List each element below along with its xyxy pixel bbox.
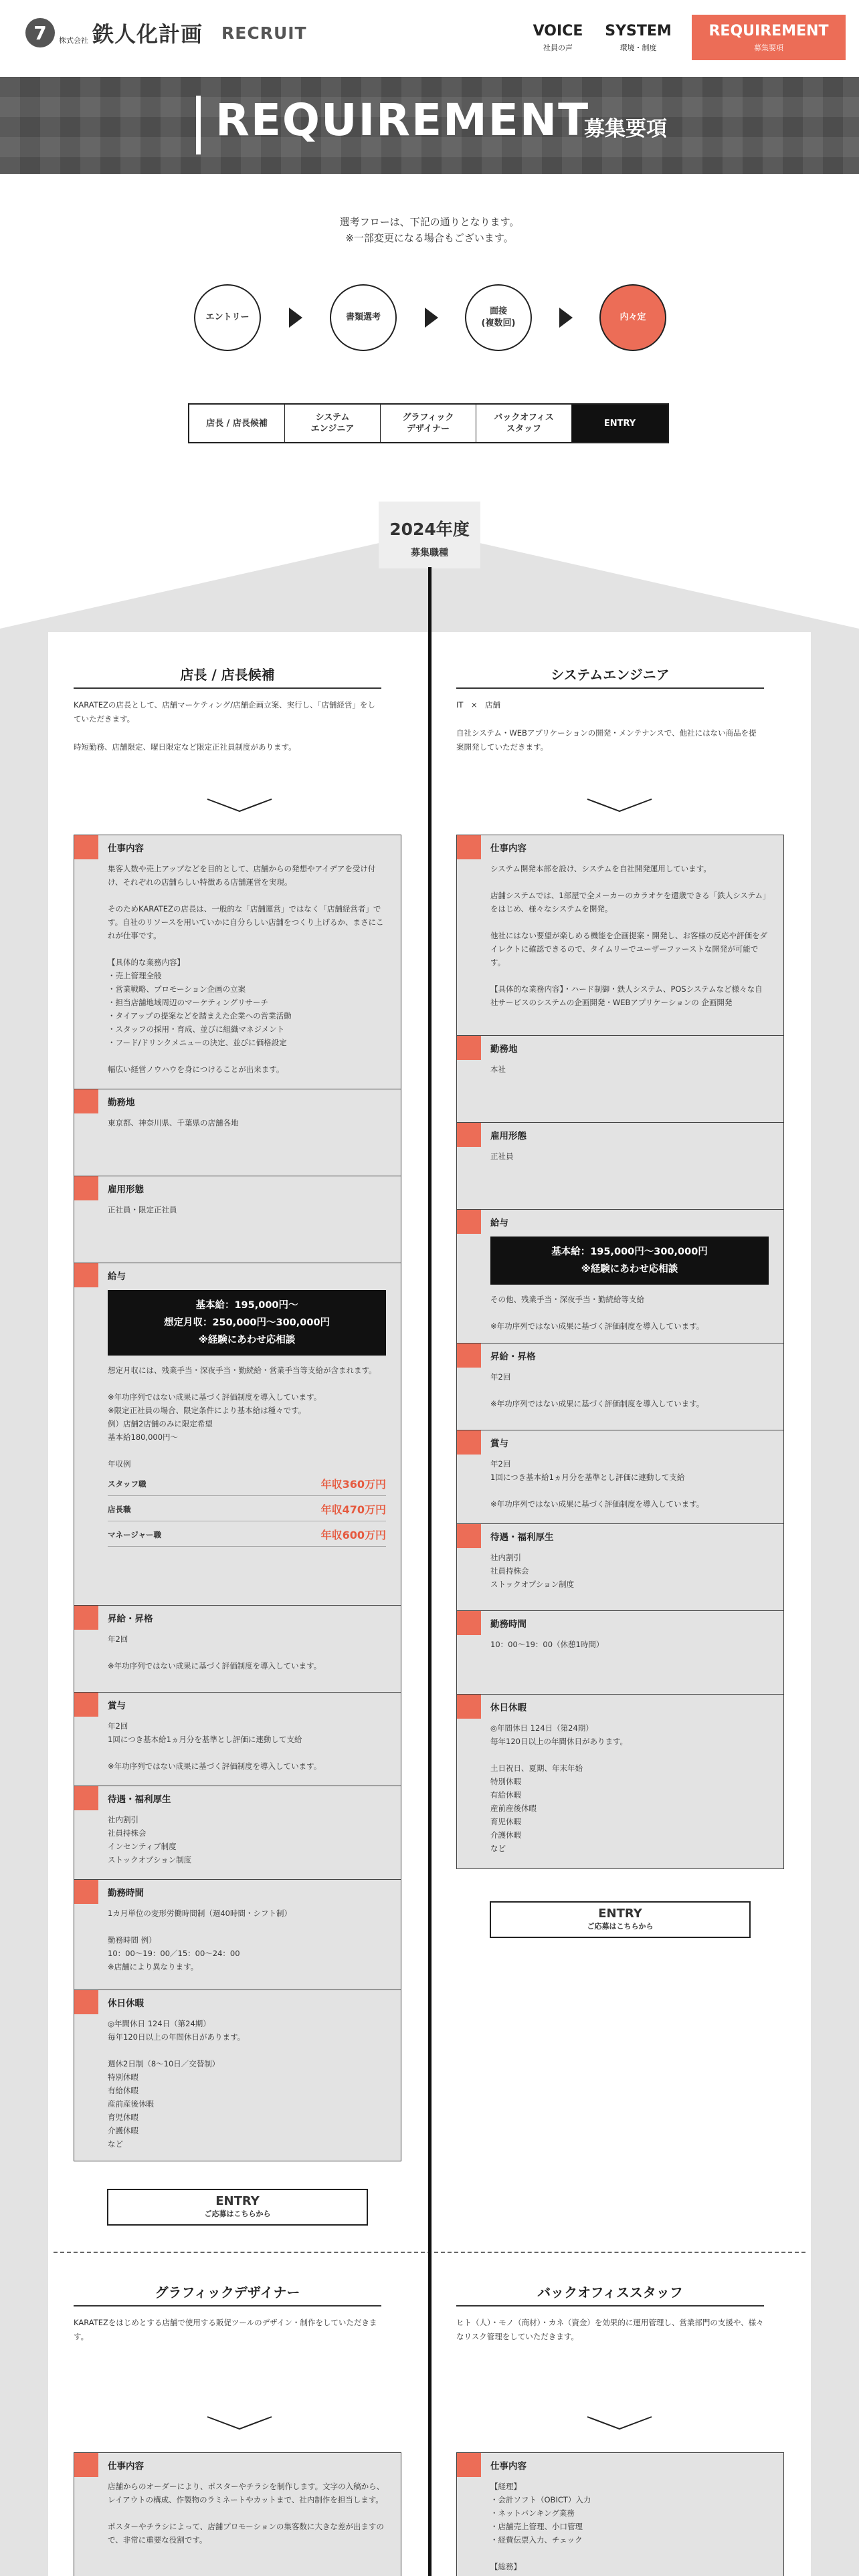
section-marker (457, 1210, 481, 1234)
logo-mark-icon: 7 (25, 18, 55, 47)
section-work (74, 835, 401, 1089)
job-system-engineer-details (456, 835, 784, 1869)
section-hours (457, 1611, 783, 1695)
section-body: 想定月収には、残業手当・深夜手当・勤続給・営業手当等支給が含まれます。 ※年功序列ではない成果に基づく評価制度を導入しています。 ※限定正社員の場合、限定条件により基本給は種々です。 例）店舗2店舗のみに限定希望 基本給180,000円〜 年収例 (108, 1366, 377, 1469)
year-heading (379, 502, 480, 568)
tab-system-engineer[interactable]: システム エンジニア (285, 405, 381, 442)
job-description: ヒト（人）・モノ（商材）・カネ（資金）を効果的に運用管理し、営業部門の支援や、様々なリスク管理をしていただきます。 (456, 2318, 764, 2341)
section-holidays (457, 1695, 783, 1868)
nav-requirement-sub: 募集要項 (754, 43, 783, 52)
section-body: 1カ月単位の変形労働時間制（週40時間・シフト制） 勤務時間 例） 10：00〜19：00／15：00〜24：00 ※店舗により異なります。 (108, 1909, 292, 1971)
job-back-office-details (456, 2452, 784, 2576)
nav-requirement[interactable] (692, 15, 846, 60)
intro-line-2: ※一部変更になる場合もございます。 (345, 232, 514, 244)
salary-row-label: マネージャー職 (108, 1529, 162, 1539)
logo-recruit-label: RECRUIT (221, 23, 307, 43)
job-description: KARATEZの店長として、店舗マーケティング/店舗企画立案、実行し、「店舗経営」をしていただきます。 時短勤務、店舗限定、曜日限定など限定正社員制度があります。 (74, 700, 375, 752)
section-body: 年2回 ※年功序列ではない成果に基づく評価制度を導入しています。 (108, 1634, 322, 1671)
salary-row (108, 1521, 386, 1547)
entry-button[interactable] (490, 1901, 751, 1938)
flow-arrow-icon (289, 308, 302, 328)
entry-button[interactable] (107, 2189, 368, 2226)
job-title: システムエンジニア (456, 664, 764, 689)
nav-system[interactable] (598, 23, 678, 53)
section-body: ◎年間休日 124日（第24期） 毎年120日以上の年間休日があります。 土日祝日、夏期、年末年始 特別休暇 有給休暇 産前産後休暇 育児休暇 介護休暇 など (490, 1723, 628, 1853)
tab-store-manager[interactable]: 店長 / 店長候補 (189, 405, 285, 442)
logo-corp-label: 株式会社 (59, 36, 88, 45)
section-marker (457, 1344, 481, 1368)
salary-row (108, 1496, 386, 1521)
company-logo[interactable] (25, 17, 307, 48)
nav-voice[interactable] (518, 23, 598, 53)
nav-voice-sub: 社員の声 (543, 43, 573, 52)
job-graphic-designer (74, 2282, 381, 2344)
section-work (74, 2453, 401, 2576)
section-salary (74, 1263, 401, 1606)
section-body: 社内割引 社員持株会 ストックオプション制度 (490, 1553, 575, 1589)
section-marker (457, 1611, 481, 1635)
tab-graphic-designer[interactable]: グラフィック デザイナー (381, 405, 476, 442)
section-marker (457, 1524, 481, 1548)
section-body: 10：00〜19：00（休憩1時間） (490, 1640, 604, 1649)
intro-line-1: 選考フローは、下記の通りとなります。 (339, 216, 520, 228)
section-title: 勤務地 (490, 1044, 518, 1055)
salary-row (108, 1471, 386, 1496)
chevron-down-icon (206, 798, 273, 813)
section-title: 昇給・昇格 (490, 1352, 536, 1362)
section-title: 待遇・福利厚生 (108, 1794, 171, 1805)
section-bonus (457, 1430, 783, 1524)
section-title: 雇用形態 (108, 1184, 144, 1195)
section-work (457, 835, 783, 1036)
section-marker (74, 1693, 98, 1717)
section-title: 休日休暇 (490, 1703, 527, 1713)
section-marker (457, 1123, 481, 1147)
flow-step-offer (599, 284, 666, 351)
chevron-down-icon (586, 2416, 653, 2430)
section-title: 給与 (490, 1218, 508, 1228)
job-tabs (188, 403, 669, 443)
page-banner (0, 77, 859, 174)
flow-step-label: エントリー (205, 312, 250, 322)
salary-highlight: 基本給：195,000円〜 想定月収：250,000円〜300,000円 ※経験にあわせ応相談 (108, 1290, 386, 1356)
nav-voice-label: VOICE (533, 22, 583, 39)
entry-button-label: ENTRY (215, 2194, 260, 2208)
salary-row-value: 年収600万円 (320, 1529, 386, 1541)
site-header (0, 0, 859, 77)
section-title: 昇給・昇格 (108, 1614, 153, 1624)
section-marker (74, 1089, 98, 1113)
section-employment (457, 1123, 783, 1210)
section-body: ◎年間休日 124日（第24期） 毎年120日以上の年間休日があります。 週休2日制（8〜10日／交替制） 特別休暇 有給休暇 産前産後休暇 育児休暇 介護休暇 など (108, 2019, 246, 2149)
section-marker (74, 1606, 98, 1630)
section-body: その他、残業手当・深夜手当・勤続給等支給 ※年功序列ではない成果に基づく評価制度を導入しています。 (490, 1295, 704, 1331)
chevron-down-icon (206, 2416, 273, 2430)
section-title: 休日休暇 (108, 1998, 144, 2009)
section-body: 社内割引 社員持株会 インセンティブ制度 ストックオプション制度 (108, 1815, 192, 1864)
year-subtitle: 募集職種 (411, 548, 448, 558)
section-body: 年2回 ※年功序列ではない成果に基づく評価制度を導入しています。 (490, 1372, 704, 1408)
flow-step-document (330, 284, 397, 351)
nav-requirement-label: REQUIREMENT (708, 22, 829, 39)
section-marker (457, 1036, 481, 1060)
flow-step-entry (194, 284, 261, 351)
section-work (457, 2453, 783, 2576)
flow-step-label: 書類選考 (345, 312, 381, 322)
section-location (74, 1089, 401, 1176)
section-benefits (74, 1786, 401, 1880)
section-marker (457, 1695, 481, 1719)
section-body: 本社 (490, 1065, 506, 1074)
nav-system-sub: 環境・制度 (619, 43, 657, 52)
intro-text (0, 214, 859, 246)
section-bonus (74, 1693, 401, 1786)
section-promotion (457, 1344, 783, 1430)
entry-button-sub: ご応募はこちらから (587, 1922, 654, 1931)
flow-step-label: 面接 (複数回) (481, 306, 516, 328)
job-title: バックオフィススタッフ (456, 2282, 764, 2306)
flow-step-label: 内々定 (619, 312, 646, 322)
section-body: システム開発本部を設け、システムを自社開発運用しています。 店舗システムでは、1部屋で全メーカーのカラオケを還歳できる「鉄人システム」をはじめ、様々なシステムを開発。 他社にはない要望が楽しめる機能を企画提案・開発し、お客様の反応や評価をダイレクトに確認できるので、タイムリーでユーザーファーストな開発が可能です。 【具体的な業務内容】・ハード制御・鉄人システム、POSシステムなど様々な自社サービスのシステムの企画開発・WEBアプリケーションの 企画開発 (490, 864, 767, 1007)
job-description: KARATEZをはじめとする店舗で使用する販促ツールのデザイン・制作をしていただきます。 (74, 2318, 377, 2341)
page-title: REQUIREMENT (215, 94, 590, 146)
section-title: 勤務時間 (108, 1888, 144, 1899)
section-marker (74, 835, 98, 859)
section-marker (74, 1263, 98, 1287)
section-title: 賞与 (490, 1438, 508, 1449)
section-body: 集客人数や売上アップなどを目的として、店舗からの発想やアイデアを受け付け、それぞれの店舗らしい特徴ある店舗運営を実現。 そのためKARATEZの店長は、一般的な「店舗運営」ではなく「店舗経営者」です。自社のリソースを用いていかに自分らしい店舗をつくり上げるか、まさにこれが仕事です。 【具体的な業務内容】 ・売上管理全般 ・営業戦略、プロモーション企画の立案 ・担当店舗地域周辺のマーケティングリサーチ ・タイアップの提案などを踏まえた企業への営業活動 ・スタッフの採用・育成、並びに組織マネジメント ・フード/ドリンクメニューの決定、並びに価格設定 幅広い経営ノウハウを身につけることが出来ます。 (108, 864, 384, 1074)
tab-entry[interactable]: ENTRY (572, 405, 668, 442)
flow-arrow-icon (559, 308, 573, 328)
selection-flow-section (0, 174, 859, 502)
banner-accent-bar (196, 96, 201, 154)
section-title: 仕事内容 (490, 2461, 527, 2472)
section-marker (74, 1990, 98, 2014)
page-subtitle: 募集要項 (584, 117, 667, 141)
center-divider-line (428, 567, 432, 2576)
section-body: 正社員 (490, 1152, 514, 1161)
logo-company-name: 鉄人化計画 (92, 21, 203, 47)
main-nav (518, 15, 846, 60)
section-marker (457, 835, 481, 859)
job-title: グラフィックデザイナー (74, 2282, 381, 2306)
year-title: 2024年度 (389, 520, 470, 539)
section-title: 仕事内容 (490, 843, 527, 854)
nav-system-label: SYSTEM (605, 22, 672, 39)
section-marker (457, 2453, 481, 2477)
section-title: 勤務地 (108, 1097, 135, 1108)
job-store-manager-details (74, 835, 401, 2161)
chevron-down-icon (586, 798, 653, 813)
section-body: 年2回 1回につき基本給1ヵ月分を基準とし評価に連動して支給 ※年功序列ではない成果に基づく評価制度を導入しています。 (490, 1459, 704, 1509)
section-body: 東京都、神奈川県、千葉県の店舗各地 (108, 1118, 239, 1128)
section-title: 仕事内容 (108, 843, 144, 854)
section-employment (74, 1176, 401, 1263)
salary-row-label: スタッフ職 (108, 1479, 147, 1489)
section-body: 正社員・限定正社員 (108, 1205, 177, 1214)
section-promotion (74, 1606, 401, 1693)
salary-highlight: 基本給：195,000円〜300,000円 ※経験にあわせ応相談 (490, 1237, 769, 1285)
section-holidays (74, 1990, 401, 2161)
flow-step-interview (465, 284, 532, 351)
section-title: 勤務時間 (490, 1619, 527, 1630)
job-back-office (456, 2282, 764, 2344)
flow-arrow-icon (425, 308, 438, 328)
section-location (457, 1036, 783, 1123)
section-marker (74, 1176, 98, 1200)
job-title: 店長 / 店長候補 (74, 664, 381, 689)
section-body: 【経理】 ・会計ソフト（OBICT）入力 ・ネットバンキング業務 ・店舗売上管理、小口管理 ・経費伝票入力、チェック 【総務】 (490, 2482, 591, 2571)
salary-row-value: 年収360万円 (320, 1478, 386, 1491)
job-store-manager (74, 664, 381, 754)
job-system-engineer (456, 664, 764, 754)
section-marker (74, 1880, 98, 1904)
section-title: 雇用形態 (490, 1131, 527, 1142)
section-body: 年2回 1回につき基本給1ヵ月分を基準とし評価に連動して支給 ※年功序列ではない成果に基づく評価制度を導入しています。 (108, 1721, 322, 1771)
section-marker (74, 1786, 98, 1810)
salary-row-value: 年収470万円 (320, 1503, 386, 1516)
entry-button-label: ENTRY (598, 1907, 642, 1921)
job-description: IT × 店舗 自社システム・WEBアプリケーションの開発・メンテナンスで、他社にはない商品を提案開発していただきます。 (456, 700, 757, 752)
section-marker (74, 2453, 98, 2477)
section-salary (457, 1210, 783, 1344)
job-graphic-designer-details (74, 2452, 401, 2576)
entry-button-sub: ご応募はこちらから (204, 2210, 271, 2218)
tab-back-office[interactable]: バックオフィス スタッフ (476, 405, 572, 442)
section-body: 店舗からのオーダーにより、ポスターやチラシを制作します。文字の入稿から、レイアウトの構成、作製物のラミネートやカットまで、社内制作を担当します。 ポスターやチラシによって、店舗プロモーションの集客数に大きな差が出ますので、非常に重要な役割です。 (108, 2482, 385, 2545)
section-title: 給与 (108, 1271, 126, 1282)
salary-row-label: 店長職 (108, 1504, 131, 1514)
section-marker (457, 1430, 481, 1455)
section-benefits (457, 1524, 783, 1611)
selection-flow (194, 284, 669, 351)
section-title: 仕事内容 (108, 2461, 144, 2472)
section-title: 待遇・福利厚生 (490, 1532, 554, 1543)
section-hours (74, 1880, 401, 1990)
section-title: 賞与 (108, 1701, 126, 1711)
